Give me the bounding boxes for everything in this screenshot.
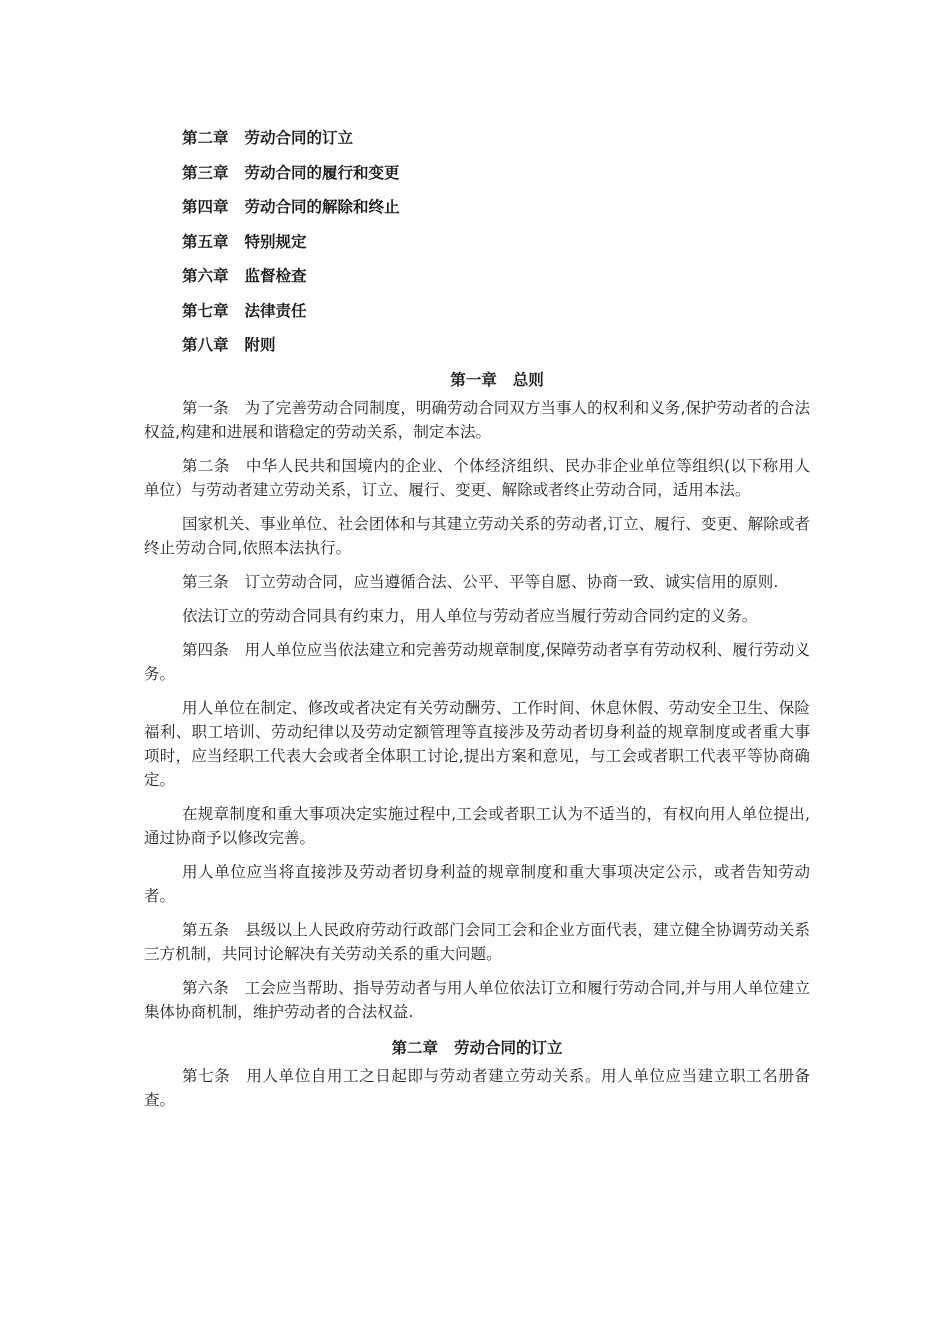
article-paragraph (144, 860, 810, 908)
article-number: 第二条 (181, 457, 230, 475)
article-text: 在规章制度和重大事项决定实施过程中,工会或者职工认为不适当的，有权向用人单位提出,通过协商予以修改完善。 (144, 805, 810, 847)
article-number: 第一条 (181, 399, 229, 417)
chapter-number: 第二章 (391, 1039, 438, 1057)
article-text: 为了完善劳动合同制度，明确劳动合同双方当事人的权利和义务,保护劳动者的合法权益,构建和进展和谐稳定的劳动关系，制定本法。 (144, 399, 810, 441)
toc-chapter-number: 第二章 (182, 129, 229, 147)
article-text: 用人单位应当依法建立和完善劳动规章制度,保障劳动者享有劳动权利、履行劳动义务。 (144, 641, 810, 683)
article-paragraph (144, 638, 810, 686)
article-number: 第七条 (181, 1067, 231, 1085)
toc-item (182, 193, 802, 228)
chapter-number: 第一章 (450, 371, 497, 389)
article-text: 订立劳动合同，应当遵循合法、公平、平等自愿、协商一致、诚实信用的原则. (244, 573, 779, 591)
toc-chapter-number: 第七章 (182, 301, 229, 320)
toc-chapter-title: 劳动合同的履行和变更 (244, 163, 400, 182)
toc-chapter-title: 法律责任 (244, 301, 307, 320)
chapter-title: 总则 (512, 371, 544, 389)
article-paragraph (144, 396, 810, 444)
toc-item (182, 159, 802, 194)
toc-chapter-title: 劳动合同的订立 (244, 129, 354, 147)
toc-chapter-title: 监督检查 (244, 267, 307, 285)
article-text: 中华人民共和国境内的企业、个体经济组织、民办非企业单位等组织(以下称用人单位）与劳动者建立劳动关系，订立、履行、变更、解除或者终止劳动合同，适用本法。 (144, 457, 810, 499)
toc-chapter-title: 劳动合同的解除和终止 (244, 198, 400, 216)
article-text: 用人单位应当将直接涉及劳动者切身利益的规章制度和重大事项决定公示，或者告知劳动者。 (144, 863, 810, 905)
article-number: 第五条 (181, 921, 230, 939)
article-text: 用人单位自用工之日起即与劳动者建立劳动关系。用人单位应当建立职工名册备查。 (144, 1067, 810, 1109)
toc-chapter-title: 特别规定 (244, 232, 307, 251)
toc-chapter-number: 第三章 (182, 163, 229, 182)
toc-item (182, 124, 802, 159)
table-of-contents (182, 124, 802, 366)
article-paragraph (144, 570, 810, 594)
article-paragraph (144, 976, 810, 1024)
article-paragraph (144, 1064, 810, 1112)
article-number: 第四条 (181, 641, 229, 659)
article-text: 用人单位在制定、修改或者决定有关劳动酬劳、工作时间、休息休假、劳动安全卫生、保险福利、职工培训、劳动纪律以及劳动定额管理等直接涉及劳动者切身利益的规章制度或者重大事项时，应当经职工代表大会或者全体职工讨论,提出方案和意见，与工会或者职工代表平等协商确定。 (144, 699, 810, 789)
chapter-heading (184, 366, 810, 396)
article-text: 国家机关、事业单位、社会团体和与其建立劳动关系的劳动者,订立、履行、变更、解除或者终止劳动合同,依照本法执行。 (144, 515, 810, 557)
chapter-title: 劳动合同的订立 (454, 1039, 563, 1057)
toc-chapter-number: 第六章 (182, 267, 229, 285)
article-paragraph (144, 454, 810, 502)
article-text: 依法订立的劳动合同具有约束力，用人单位与劳动者应当履行劳动合同约定的义务。 (181, 607, 758, 625)
toc-chapter-number: 第八章 (182, 336, 229, 354)
article-number: 第三条 (181, 573, 229, 591)
article-paragraph (144, 696, 810, 792)
article-text: 县级以上人民政府劳动行政部门会同工会和企业方面代表，建立健全协调劳动关系三方机制，共同讨论解决有关劳动关系的重大问题。 (144, 921, 810, 963)
article-paragraph (144, 918, 810, 966)
toc-item (182, 297, 802, 332)
article-paragraph (144, 802, 810, 850)
toc-item (182, 262, 802, 297)
toc-chapter-number: 第五章 (182, 232, 229, 251)
article-text: 工会应当帮助、指导劳动者与用人单位依法订立和履行劳动合同,并与用人单位建立集体协商机制，维护劳动者的合法权益. (144, 979, 810, 1021)
toc-item (182, 331, 802, 366)
toc-chapter-number: 第四章 (182, 198, 229, 216)
article-number: 第六条 (181, 979, 229, 997)
toc-item (182, 228, 802, 263)
article-paragraph (144, 604, 810, 628)
document-body (144, 366, 810, 1122)
toc-chapter-title: 附则 (244, 336, 276, 354)
chapter-heading (144, 1034, 810, 1064)
article-paragraph (144, 512, 810, 560)
